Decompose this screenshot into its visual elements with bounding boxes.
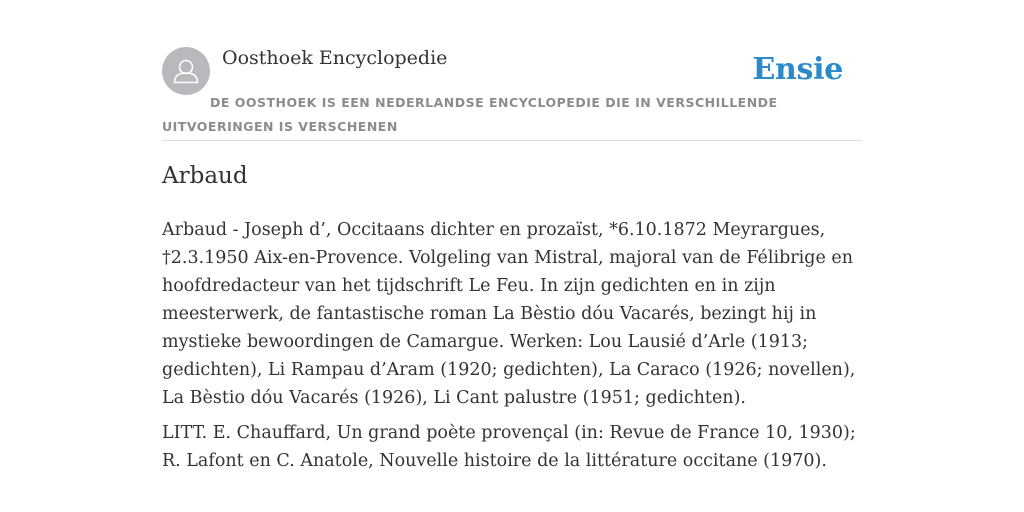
site-tagline: DE OOSTHOEK IS EEN NEDERLANDSE ENCYCLOPEDIE DIE IN VERSCHILLENDE UITVOERINGEN IS VERSCHENEN <box>162 95 778 134</box>
article-paragraph: Arbaud - Joseph d’, Occitaans dichter en prozaïst, *6.10.1872 Meyrargues, †2.3.1950 Aix-en-Provence. Volgeling van Mistral, majoral van de Félibrige en hoofdredacteur van het tijdschrift Le Feu. In zijn gedichten en in zijn meesterwerk, de fantastische roman La Bèstio dóu Vacarés, bezingt hij in mystieke bewoordingen de Camargue. Werken: Lou Lausié d’Arle (1913; gedichten), Li Rampau d’Aram (1920; gedichten), La Caraco (1926; novellen), La Bèstio dóu Vacarés (1926), Li Cant palustre (1951; gedichten). <box>162 220 856 408</box>
brand-logo[interactable]: Ensie <box>752 52 843 87</box>
article-references: LITT. E. Chauffard, Un grand poète provençal (in: Revue de France 10, 1930); R. Lafont en C. Anatole, Nouvelle histoire de la littérature occitane (1970). <box>162 423 856 471</box>
article-title: Arbaud <box>162 163 248 189</box>
site-name[interactable]: Oosthoek Encyclopedie <box>222 47 448 69</box>
article-body <box>162 216 862 482</box>
site-header <box>162 46 862 141</box>
avatar[interactable] <box>162 47 210 95</box>
user-icon <box>162 47 210 95</box>
